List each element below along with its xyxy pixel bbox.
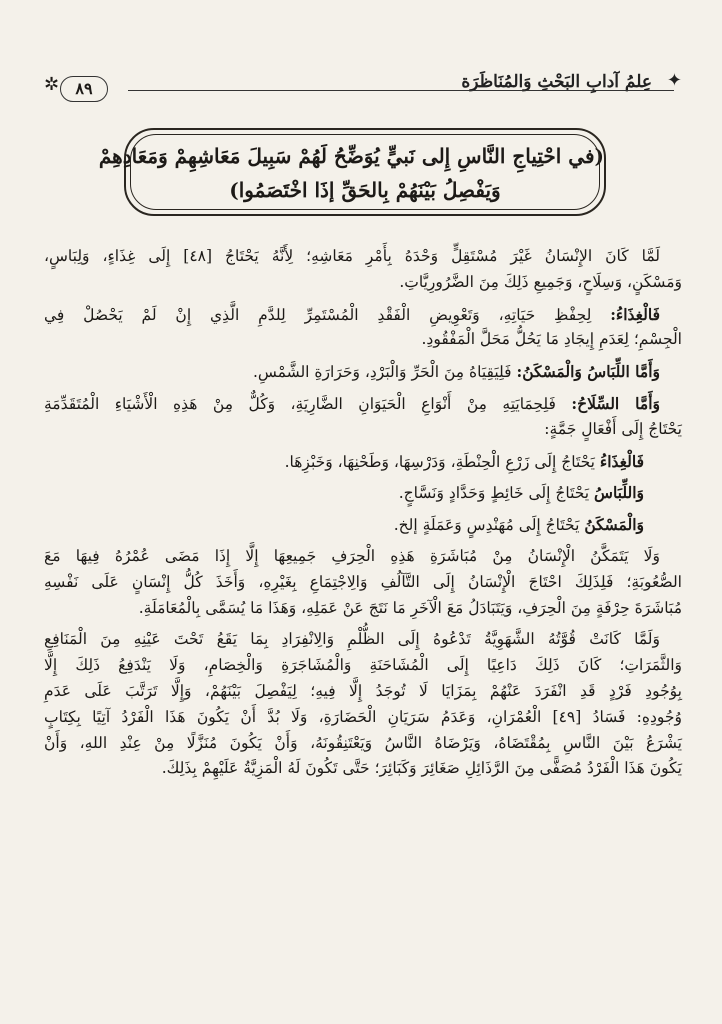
list-item-3 — [44, 512, 682, 538]
running-header — [40, 66, 682, 106]
list-item-3-text: يَحْتَاجُ إِلَى مُهَنْدِسٍ وَعَمَلَةٍ إلخ. — [393, 516, 580, 535]
paragraph-5-line-3: مُبَاشَرَةَ حِرْفَةٍ مِنَ الْحِرَفِ، وَيَتَبَادَلُ مَعَ الْآخَرِ مَا نَتَجَ عَنْ عَمَلِهِ، وَهَذَا مَا يُسَمَّى بِالْمُعَامَلَةِ. — [138, 598, 682, 617]
list-item-1-text: يَحْتَاجُ إِلَى زَرْعِ الْحِنْطَةِ، وَدَرْسِهَا، وَطَحْنِهَا، وَخَبْزِهَا. — [284, 452, 595, 471]
paragraph-6-line-2: وَالثَّمَرَاتِ؛ كَانَ ذَلِكَ دَاعِيًا إِلَى الْمُشَاحَنَةِ وَالْمُشَاجَرَةِ وَالْخِصَامِ، وَلَا يَنْدَفِعُ ذَلِكَ إِلَّا — [44, 656, 682, 675]
paragraph-6-line-4: وُجُودِهِ: فَسَادُ [٤٩] الْعُمْرَانِ، وَعَدَمُ سَرَيَانِ الْحَضَارَةِ، وَلَا بُدَّ أَنْ يَكُونَ هَذَا الْفَرْدُ آتِيًا بِكِتَابٍ — [44, 707, 683, 726]
paragraph-2-line-2: الْجِسْمِ؛ لِعَدَمِ إِيجَادِ مَا يَحُلُّ مَحَلَّ الْمَفْقُودِ. — [421, 330, 682, 349]
list-item-2 — [44, 480, 682, 506]
term-weapon: وَأَمَّا السِّلَاحُ: — [571, 393, 660, 413]
paragraph-1-line-2: وَمَسْكَنٍ، وَسِلَاحٍ، وَجَمِيعِ ذَلِكَ مِنَ الضَّرُورِيَّاتِ. — [399, 272, 682, 291]
paragraph-1-line-1: لَمَّا كَانَ الإِنْسَانُ غَيْرَ مُسْتَقِلٍّ وَحْدَهُ بِأَمْرِ مَعَاشِهِ؛ لِأَنَّهُ يَحْتَاجُ [٤٨] إِلَى غِذَاءٍ، وَلِبَاسٍ، — [44, 247, 661, 265]
term-food: فَالْغِذَاءُ: — [610, 304, 660, 324]
section-heading-line-2: وَيَفْصِلُ بَيْنَهُمْ بِالحَقِّ إذَا اخْتَصَمُوا) — [229, 178, 501, 202]
paragraph-2-text: لِحِفْظِ حَيَاتِهِ، وَتَعْوِيضِ الْفَقْدِ الْمُسْتَمِرِّ لِلدَّمِ الَّذِي إِنْ لَمْ يَحْصُلْ فِي — [44, 305, 592, 324]
paragraph-5-line-1: وَلَا يَتَمَكَّنُ الْإِنْسَانُ مِنْ مُبَاشَرَةِ هَذِهِ الْحِرَفِ جَمِيعِهَا إِلَّا إِذَا مَضَى عُمْرُهُ فِيهَا مَعَ — [44, 546, 660, 565]
paragraph-6-line-1: وَلَمَّا كَانَتْ قُوَّتُهُ الشَّهَوِيَّةُ تَدْعُوهُ إِلَى الظُّلْمِ وَالِانْفِرَادِ بِمَا يَقَعُ تَحْتَ عَيْنِهِ مِنَ الْمَنَافِعِ — [44, 630, 660, 649]
list-item-2-text: يَحْتَاجُ إِلَى خَائِطٍ وَحَدَّادٍ وَنَسَّاجٍ. — [398, 484, 590, 503]
body-text — [44, 244, 682, 782]
paragraph-6-line-5: يَشْرَعُ بَيْنَ النَّاسِ بِمُقْتَضَاهُ، وَيَرْضَاهُ النَّاسُ وَيَعْتَنِقُونَهُ، وَأَنْ يَكُونَ مُنَزَّلًا مِنْ عِنْدِ اللهِ، وَأَنْ — [44, 733, 682, 752]
page-number-ornament-icon: ✲ — [44, 74, 60, 95]
page-number-box — [44, 74, 120, 104]
paragraph-4-line-1 — [44, 391, 682, 417]
paragraph-3-text: فَلِيَقِيَاهُ مِنَ الْحَرِّ وَالْبَرْدِ، وَحَرَارَةِ الشَّمْسِ. — [252, 363, 512, 382]
section-heading-box — [98, 128, 606, 216]
section-heading-line-1: (في احْتِياجِ النَّاسِ إِلى نَبيٍّ يُوَضِّحُ لَهُمْ سَبِيلَ مَعَاشِهِمْ وَمَعَادِهِمْ — [98, 144, 604, 168]
paragraph-3-line-1 — [44, 359, 682, 385]
paragraph-2-line-1 — [44, 302, 682, 328]
header-rule — [128, 90, 674, 91]
header-ornament-icon: ✦ — [666, 70, 682, 91]
list-item-3-term: وَالْمَسْكَنُ — [584, 515, 644, 535]
term-clothing-shelter: وَأَمَّا اللِّبَاسُ وَالْمَسْكَنُ: — [516, 362, 660, 382]
page-number: ٨٩ — [75, 79, 93, 98]
book-title: عِلمُ آدابِ البَحْثِ وَالمُنَاظَرَة — [461, 72, 652, 92]
list-item-1 — [44, 449, 682, 475]
paragraph-6-line-6: يَكُونَ هَذَا الْفَرْدُ مُصَفًّى مِنَ الرَّذَائِلِ صَغَائِرَ وَكَبَائِرَ؛ حَتَّى تَكُونَ لَهُ الْمَزِيَّةُ عَلَيْهِمْ بِذَلِكَ. — [161, 759, 682, 778]
list-item-2-term: وَاللِّبَاسُ — [594, 483, 644, 503]
paragraph-4-text: فَلِحِمَايَتِهِ مِنْ أَنْوَاعِ الْحَيَوَانِ الضَّارِيَةِ، وَكُلٌّ مِنْ هَذِهِ الْأَشْيَاءِ الْمُتَقَدِّمَةِ — [44, 394, 556, 413]
list-item-1-term: فَالْغِذَاءُ — [599, 451, 644, 471]
paragraph-5-line-2: الصُّعُوبَةِ؛ فَلِذَلِكَ احْتَاجَ الْإِنْسَانُ إِلَى التَّآلُفِ وَالِاجْتِمَاعِ بِغَيْرِهِ، وَأَخَذَ كُلُّ إِنْسَانٍ عَلَى نَفْسِهِ — [44, 572, 682, 591]
paragraph-4-line-2: يَحْتَاجُ إِلَى أَفْعَالٍ جَمَّةٍ: — [544, 419, 682, 438]
paragraph-6-line-3: بِوُجُودِ فَرْدٍ قَدِ انْفَرَدَ عَنْهُمْ بِمَزَايَا لَا تُوجَدُ إِلَّا فِيهِ؛ لِيَفْصِلَ بَيْنَهُمْ، وَإِلَّا تَرَتَّبَ عَلَى عَدَمِ — [44, 681, 682, 700]
